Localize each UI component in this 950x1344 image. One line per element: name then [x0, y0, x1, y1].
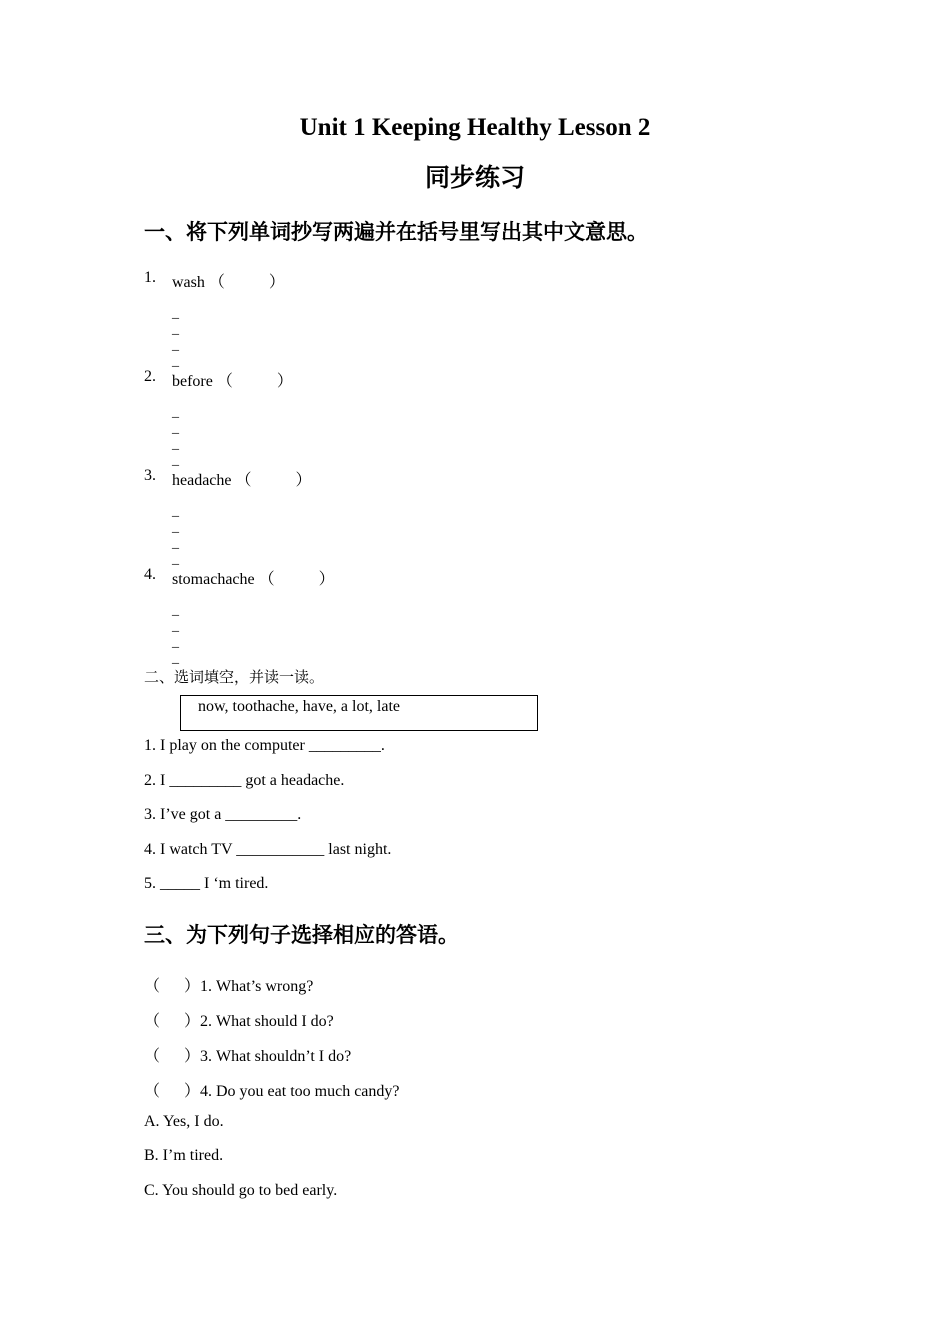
blank-line: _	[172, 504, 179, 519]
blank-line: _	[172, 651, 179, 666]
item-number: 2.	[144, 368, 156, 385]
blank-line: _	[172, 520, 179, 535]
page-subtitle: 同步练习	[424, 163, 525, 192]
word-bank-box	[180, 695, 538, 731]
blank-line: _	[172, 338, 179, 353]
item-number: 4.	[144, 566, 156, 583]
blank-line: _	[172, 354, 179, 369]
blank-line: _	[172, 306, 179, 321]
section2-heading: 二、选词填空，并读一读。	[144, 668, 325, 686]
section1-heading: 一、将下列单词抄写两遍并在括号里写出其中文意思。	[144, 220, 648, 244]
item-number: 1.	[144, 269, 156, 286]
word-bank-text: now, toothache, have, a lot, late	[198, 698, 400, 715]
fill-question-3: 3. I’ve got a _________.	[144, 806, 302, 823]
item-word: wash （ ）	[172, 274, 285, 291]
answer-b: B. I’m tired.	[144, 1147, 224, 1164]
fill-question-4: 4. I watch TV ___________ last night.	[144, 841, 392, 858]
match-question-1: （ ）1. What’s wrong?	[144, 978, 314, 995]
item-word: before （ ）	[172, 373, 293, 390]
fill-question-1: 1. I play on the computer _________.	[144, 737, 385, 754]
blank-line: _	[172, 619, 179, 634]
blank-line: _	[172, 405, 179, 420]
fill-question-5: 5. _____ I ‘m tired.	[144, 875, 269, 892]
answer-a: A. Yes, I do.	[144, 1113, 224, 1130]
blank-line: _	[172, 437, 179, 452]
page-title: Unit 1 Keeping Healthy Lesson 2	[299, 114, 651, 141]
item-number: 3.	[144, 467, 156, 484]
blank-line: _	[172, 421, 179, 436]
match-question-3: （ ）3. What shouldn’t I do?	[144, 1048, 352, 1065]
match-question-2: （ ）2. What should I do?	[144, 1013, 334, 1030]
match-question-4: （ ）4. Do you eat too much candy?	[144, 1083, 400, 1100]
section3-heading: 三、为下列句子选择相应的答语。	[144, 923, 459, 947]
blank-line: _	[172, 552, 179, 567]
blank-line: _	[172, 603, 179, 618]
fill-question-2: 2. I _________ got a headache.	[144, 772, 345, 789]
blank-line: _	[172, 635, 179, 650]
blank-line: _	[172, 536, 179, 551]
item-word: stomachache （ ）	[172, 571, 335, 588]
answer-c: C. You should go to bed early.	[144, 1182, 338, 1199]
blank-line: _	[172, 322, 179, 337]
item-word: headache （ ）	[172, 472, 312, 489]
blank-line: _	[172, 453, 179, 468]
